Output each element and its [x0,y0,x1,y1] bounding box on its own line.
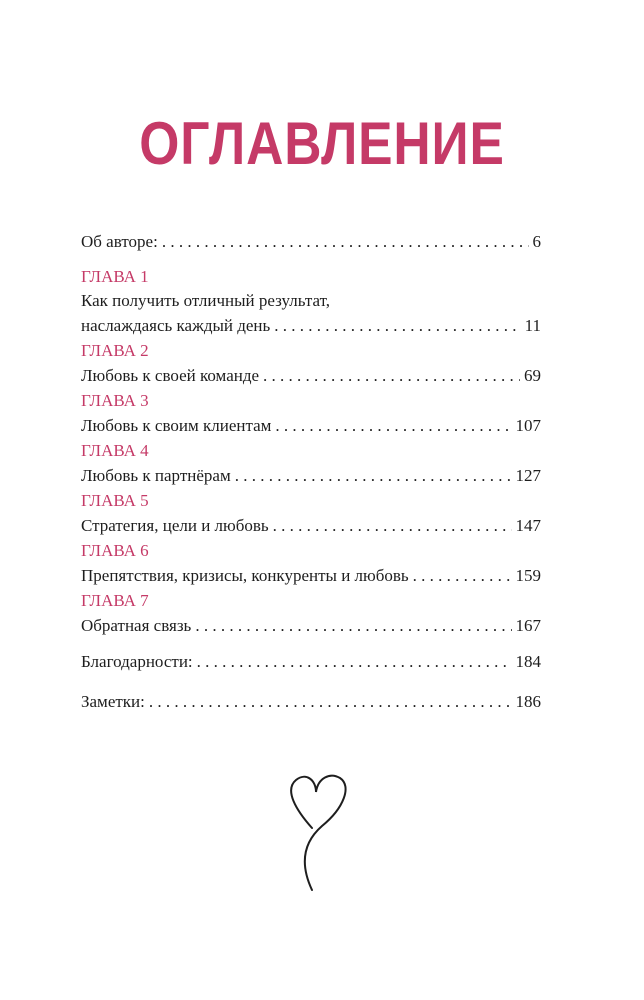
dot-leader [273,513,512,539]
toc-entry-text: Любовь к партнёрам [81,466,231,485]
toc-page-number: 127 [515,466,541,485]
page-title: ОГЛАВЛЕНИЕ [139,110,505,177]
toc-entry-author[interactable] [81,229,541,255]
toc-entry-chapter-3[interactable] [81,413,541,439]
chapter-label: ГЛАВА 6 [81,541,149,560]
chapter-label: ГЛАВА 1 [81,267,149,286]
chapter-label: ГЛАВА 7 [81,591,149,610]
toc-entry-text: Любовь к своим клиентам [81,416,272,435]
toc-entry-chapter-5[interactable] [81,513,541,539]
toc-page-number: 11 [524,316,541,335]
dot-leader [235,463,512,489]
dot-leader [149,689,512,715]
toc-entry-notes[interactable] [81,689,541,715]
toc-entry-chapter-1[interactable] [81,313,541,339]
toc-entry-text: Препятствия, кризисы, конкуренты и любовь [81,566,409,585]
toc-entry-chapter-4[interactable] [81,463,541,489]
dot-leader [195,613,511,639]
dot-leader [263,363,520,389]
heart-icon [282,768,362,898]
chapter-label: ГЛАВА 3 [81,391,149,410]
toc-entry-text: Стратегия, цели и любовь [81,516,269,535]
toc-entry-text: Любовь к своей команде [81,366,260,385]
chapter-label: ГЛАВА 4 [81,441,149,460]
dot-leader [274,313,520,339]
toc-entry-chapter-7[interactable] [81,613,541,639]
toc-entry-text-line1[interactable]: Как получить отличный результат, [81,291,330,310]
table-of-contents [81,229,541,715]
toc-page-number: 147 [515,516,541,535]
toc-page-number: 159 [515,566,541,585]
toc-page-number: 186 [515,692,541,711]
dot-leader [275,413,511,439]
toc-page-number: 184 [515,652,541,671]
toc-entry-text: наслаждаясь каждый день [81,316,271,335]
chapter-label: ГЛАВА 2 [81,341,149,360]
toc-entry-text: Обратная связь [81,616,192,635]
toc-entry-text: Благодарности: [81,652,193,671]
toc-entry-acknowledgements[interactable] [81,649,541,675]
chapter-label: ГЛАВА 5 [81,491,149,510]
dot-leader [197,649,512,675]
toc-entry-text: Заметки: [81,692,145,711]
toc-entry-chapter-6[interactable] [81,563,541,589]
toc-entry-text: Об авторе: [81,232,158,251]
toc-page-number: 6 [532,232,541,251]
toc-entry-chapter-2[interactable] [81,363,541,389]
dot-leader [162,229,529,255]
toc-page-number: 167 [515,616,541,635]
dot-leader [413,563,512,589]
toc-page-number: 69 [524,366,541,385]
toc-page-number: 107 [515,416,541,435]
